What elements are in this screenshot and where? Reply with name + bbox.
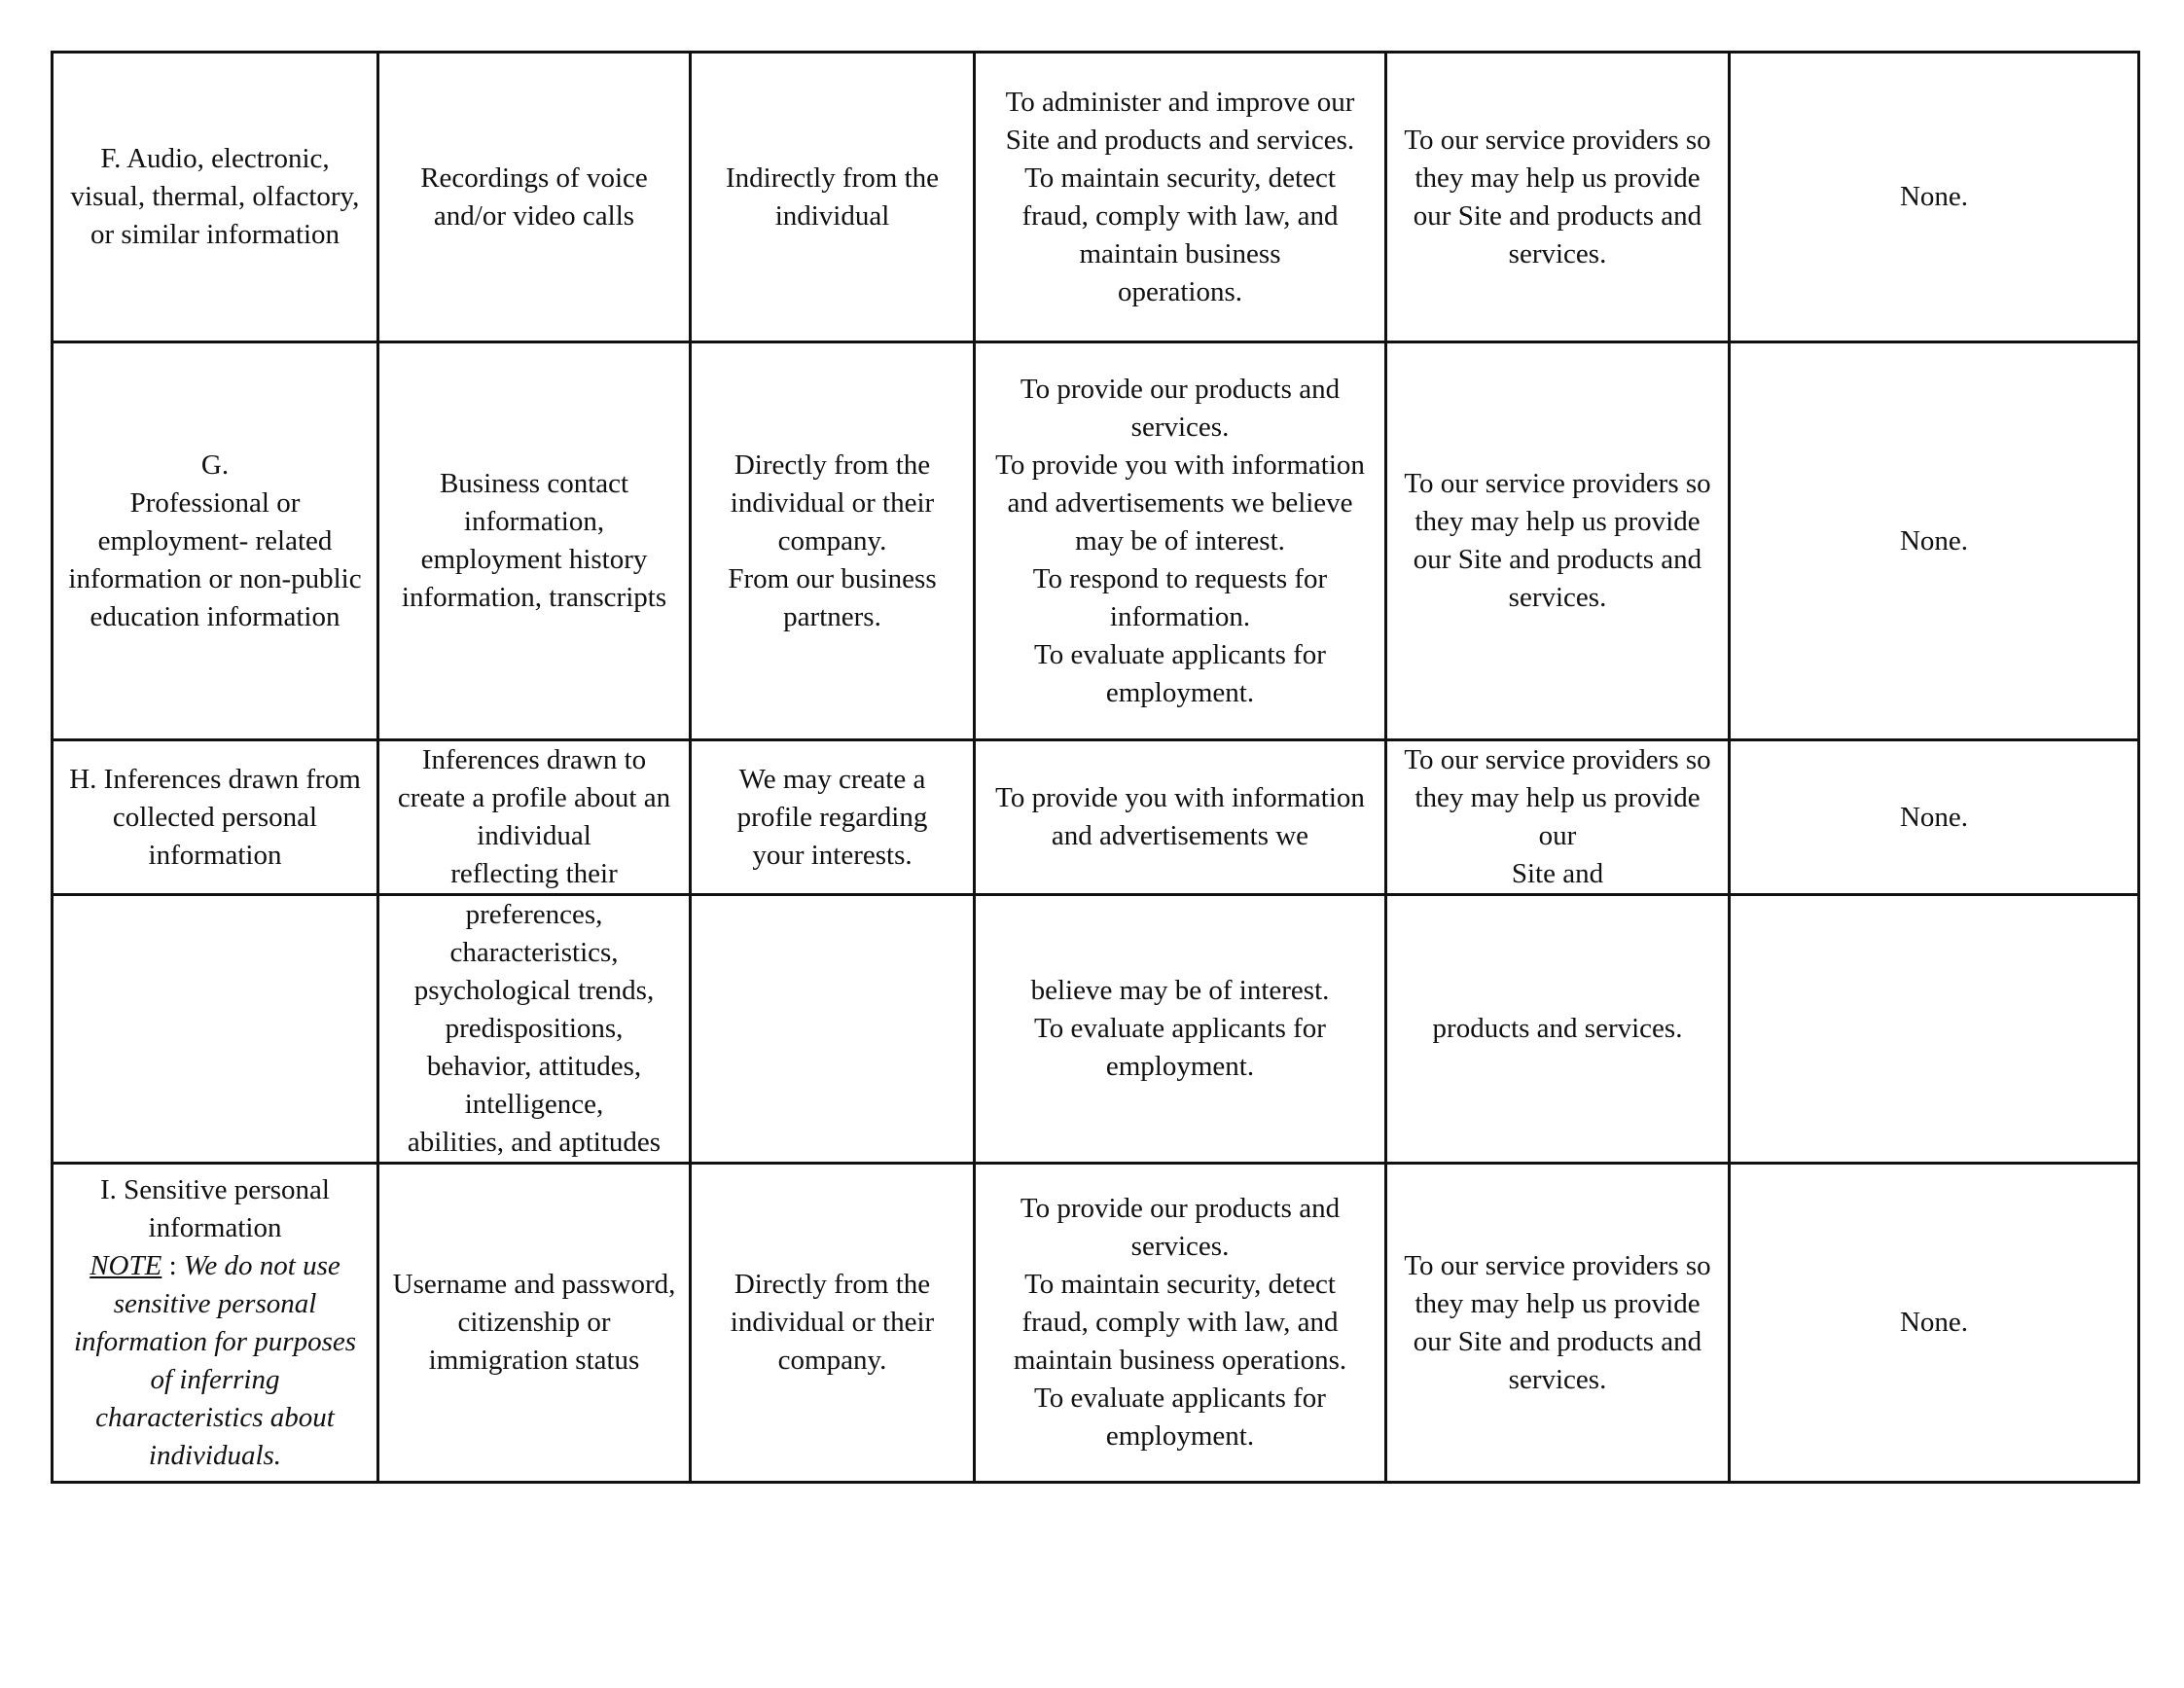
disclosures-cell: products and services. <box>1386 895 1730 1164</box>
examples-cell: Username and password, citizenship or immigration status <box>378 1164 691 1483</box>
disclosures-cell: To our service providers so they may help us provide our Site and products and services. <box>1386 1164 1730 1483</box>
table-row <box>53 342 2139 740</box>
purposes-cell: believe may be of interest. To evaluate applicants for employment. <box>975 895 1386 1164</box>
table-row <box>53 740 2139 895</box>
sold-cell: None. <box>1730 53 2139 342</box>
examples-cell: Recordings of voice and/or video calls <box>378 53 691 342</box>
disclosures-cell: To our service providers so they may help us provide our Site and products and services. <box>1386 53 1730 342</box>
sources-cell: Directly from the individual or their company. <box>691 1164 975 1483</box>
sources-cell: We may create a profile regarding your interests. <box>691 740 975 895</box>
disclosures-cell: To our service providers so they may help us provide our Site and products and services. <box>1386 342 1730 740</box>
table-row <box>53 895 2139 1164</box>
category-cell: H. Inferences drawn from collected personal information <box>53 740 378 895</box>
examples-cell: preferences, characteristics, psychological trends, predispositions, behavior, attitudes, intelligence, abilities, and aptitudes <box>378 895 691 1164</box>
category-cell: G. Professional or employment- related information or non-public education information <box>53 342 378 740</box>
category-cell: I. Sensitive personal information NOTE : We do not use sensitive personal information for purposes of inferring characteristics about individuals. <box>53 1164 378 1483</box>
purposes-cell: To provide you with information and advertisements we <box>975 740 1386 895</box>
category-cell <box>53 895 378 1164</box>
table-row <box>53 53 2139 342</box>
examples-cell: Business contact information, employment history information, transcripts <box>378 342 691 740</box>
note-line: NOTE : We do not use <box>90 1249 340 1281</box>
sold-cell <box>1730 895 2139 1164</box>
purposes-cell: To provide our products and services. To provide you with information and advertisements we believe may be of interest. To respond to requests for information. To evaluate applicants for employment. <box>975 342 1386 740</box>
purposes-cell: To administer and improve our Site and products and services. To maintain security, detect fraud, comply with law, and maintain business operations. <box>975 53 1386 342</box>
sold-cell: None. <box>1730 342 2139 740</box>
category-cell: F. Audio, electronic, visual, thermal, olfactory, or similar information <box>53 53 378 342</box>
sources-cell <box>691 895 975 1164</box>
examples-cell: Inferences drawn to create a profile about an individual reflecting their <box>378 740 691 895</box>
sold-cell: None. <box>1730 1164 2139 1483</box>
table-row <box>53 1164 2139 1483</box>
sources-cell: Indirectly from the individual <box>691 53 975 342</box>
sources-cell: Directly from the individual or their company. From our business partners. <box>691 342 975 740</box>
sold-cell: None. <box>1730 740 2139 895</box>
personal-information-table <box>51 51 2140 1484</box>
purposes-cell: To provide our products and services. To maintain security, detect fraud, comply with law, and maintain business operations. To evaluate applicants for employment. <box>975 1164 1386 1483</box>
disclosures-cell: To our service providers so they may help us provide our Site and <box>1386 740 1730 895</box>
note-label: NOTE <box>90 1249 162 1281</box>
